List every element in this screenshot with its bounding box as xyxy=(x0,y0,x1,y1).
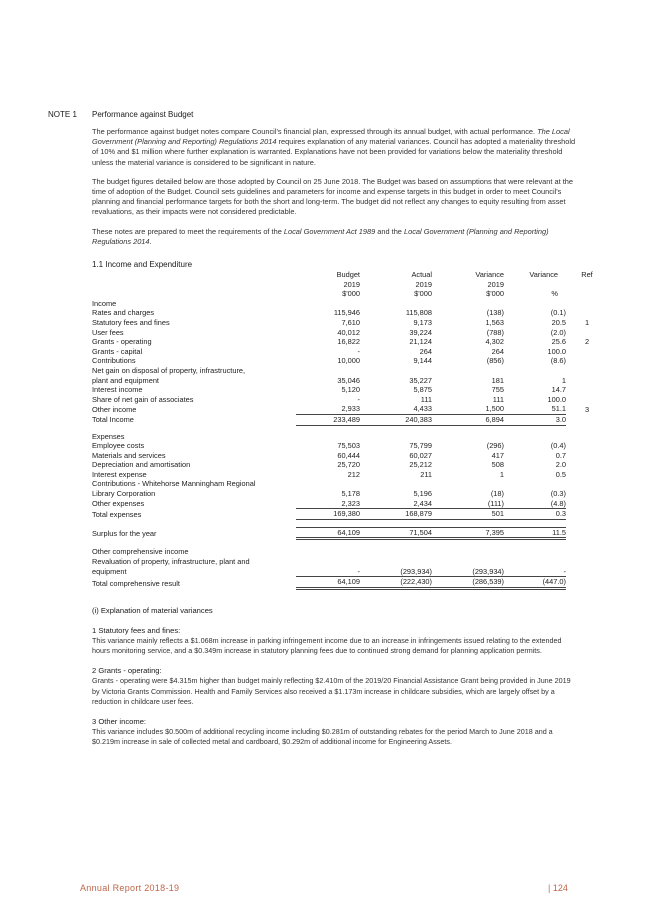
cell-value: 1 xyxy=(499,469,504,479)
section-heading: Other comprehensive income xyxy=(92,547,189,557)
cell-value: 1 xyxy=(561,375,566,385)
cell-value: 35,046 xyxy=(337,375,360,385)
cell-value: 169,380 xyxy=(296,509,360,520)
cell-value xyxy=(566,489,608,499)
cell-value: 100.0 xyxy=(547,346,566,356)
row-label: Contributions xyxy=(92,356,136,366)
cell-value: 39,224 xyxy=(409,327,432,337)
table-row xyxy=(92,366,608,376)
cell-value: 6,894 xyxy=(432,414,504,425)
cell-value: 11.5 xyxy=(504,527,566,539)
explanation-text: Grants - operating were $4.315m higher than budget mainly reflecting $2.410m of the 2019/20 Financial Assistance Grant being provided in June 2019 by Victoria Grants Commission. Health and Family Services also received a $1.173m increase in childcare subsidies, which are largely offset by a reduction in childcare user fees. xyxy=(92,676,571,706)
cell-value: 2,323 xyxy=(341,498,360,508)
cell-value xyxy=(566,376,608,386)
cell-value: 3 xyxy=(584,404,590,414)
table-header-row xyxy=(92,289,608,299)
cell-value: - xyxy=(357,394,360,404)
cell-value xyxy=(566,356,608,366)
footer-report-title: Annual Report 2018-19 xyxy=(80,883,180,893)
table-row xyxy=(92,356,608,366)
cell-value: (293,934) xyxy=(400,566,432,576)
cell-value xyxy=(432,366,504,376)
paragraph-2: The budget figures detailed below are those adopted by Council on 25 June 2018. The Budget was based on assumptions that were relevant at the time of adoption of the Budget. Council sets guidelines and parameters for income and expense targets in this budget in order to meet Council's planning and financial performance targets for both the short and long-term. The budget did not reflect any changes to equity resulting from asset revaluations, as their impacts were not considered predictable. xyxy=(92,176,573,217)
column-header: Budget xyxy=(336,270,360,279)
cell-value xyxy=(566,451,608,461)
cell-value xyxy=(296,557,360,567)
table-header-row xyxy=(92,270,608,280)
cell-value: 111 xyxy=(420,394,432,404)
table-row xyxy=(92,385,608,395)
row-label: User fees xyxy=(92,327,124,337)
cell-value xyxy=(566,470,608,480)
table-row xyxy=(92,441,608,451)
cell-value: 60,027 xyxy=(409,450,432,460)
cell-value: 0.5 xyxy=(555,469,566,479)
cell-value: 21,124 xyxy=(409,337,432,347)
income-expenditure-table xyxy=(92,270,608,590)
cell-value xyxy=(566,395,608,405)
cell-value xyxy=(296,479,360,489)
spacer xyxy=(92,519,608,527)
spacer xyxy=(92,539,608,548)
cell-value: 417 xyxy=(491,450,504,460)
paragraph-3: These notes are prepared to meet the requirements of the Local Government Act 1989 and the Local Government (Planning and Reporting) Regulations 2014. xyxy=(92,226,549,246)
cell-value: 211 xyxy=(420,469,432,479)
cell-value: 5,875 xyxy=(413,385,432,395)
cell-value xyxy=(566,499,608,509)
table-row xyxy=(92,567,608,577)
spacer-row xyxy=(92,519,608,527)
table-row xyxy=(92,328,608,338)
cell-value: 60,444 xyxy=(337,450,360,460)
section-heading-row xyxy=(92,547,608,557)
cell-value: 4,433 xyxy=(413,404,432,414)
explanation-title: 3 Other income: xyxy=(92,717,147,727)
cell-value xyxy=(566,414,608,425)
paragraph-1: The performance against budget notes compare Council's financial plan, expressed through its annual budget, with actual performance. The Local Government (Planning and Reporting) Regulations 2014 requires explanation of any material variances. Council has adopted a materiality threshold of 10% and $1 million where further explanation is warranted. Explanations have not been provided for variations below the materiality threshold unless the material variance is considered to be significant in nature. xyxy=(92,127,576,167)
section-heading: Income xyxy=(92,298,117,308)
table-row xyxy=(92,308,608,318)
row-label: Total comprehensive result xyxy=(92,578,180,588)
row-label: Grants - capital xyxy=(92,346,143,356)
cell-value xyxy=(566,557,608,567)
cell-value: 115,946 xyxy=(333,308,360,318)
row-label: Net gain on disposal of property, infrastructure, xyxy=(92,365,246,375)
cell-value: 2 xyxy=(584,337,590,347)
row-label: Materials and services xyxy=(92,450,166,460)
section-heading-row xyxy=(92,299,608,309)
cell-value: (447.0) xyxy=(504,577,566,589)
note-body xyxy=(92,127,580,256)
explanation-text: This variance mainly reflects a $1.068m increase in parking infringement income due to an increase in infringements issued relating to the extended hours monitoring service, and a $0.349m increase in statutory planning fees due to continued strong demand for planning application permits. xyxy=(92,636,562,656)
cell-value: 1,563 xyxy=(485,317,504,327)
cell-value: (0.4) xyxy=(550,441,566,451)
cell-value: 0.7 xyxy=(555,450,566,460)
column-header: Variance xyxy=(475,270,504,279)
cell-value: (111) xyxy=(487,498,504,508)
table-row xyxy=(92,347,608,357)
cell-value: 1,500 xyxy=(485,404,504,414)
explanation-text: This variance includes $0.500m of additional recycling income including $0.281m of outstanding rebates for the period March to June 2018 and a $0.219m increase in sale of collected metal and cardboard, $0.292m of additional income for Engineering Assets. xyxy=(92,727,553,747)
cell-value: 9,173 xyxy=(413,317,432,327)
row-label: Revaluation of property, infrastructure, plant and xyxy=(92,557,250,567)
cell-value: (788) xyxy=(486,327,504,337)
row-label: Total expenses xyxy=(92,509,142,519)
cell-value: 75,503 xyxy=(337,441,360,451)
column-header: Variance xyxy=(529,270,558,279)
row-label: Other income xyxy=(92,404,137,414)
row-label: Library Corporation xyxy=(92,489,156,499)
table-row xyxy=(92,499,608,509)
explanation-title: 1 Statutory fees and fines: xyxy=(92,626,181,635)
column-header: 2019 xyxy=(343,279,360,289)
table-row xyxy=(92,451,608,461)
row-label: Total Income xyxy=(92,415,134,425)
row-label: Grants - operating xyxy=(92,337,152,347)
table-row xyxy=(92,557,608,567)
cell-value xyxy=(566,460,608,470)
cell-value: 100.0 xyxy=(547,394,566,404)
row-label: Employee costs xyxy=(92,441,145,451)
cell-value: (222,430) xyxy=(360,577,432,589)
explanation-heading: (i) Explanation of material variances xyxy=(92,606,213,615)
cell-value: 233,489 xyxy=(296,414,360,425)
table-row xyxy=(92,404,608,414)
cell-value xyxy=(566,328,608,338)
cell-value xyxy=(566,479,608,489)
cell-value xyxy=(566,441,608,451)
cell-value xyxy=(504,557,566,567)
cell-value: 7,395 xyxy=(432,527,504,539)
cell-value: (18) xyxy=(490,489,504,499)
explanation-section xyxy=(92,606,572,757)
row-label: Statutory fees and fines xyxy=(92,317,170,327)
cell-value xyxy=(360,366,432,376)
column-header: 2019 xyxy=(487,279,504,289)
cell-value: 264 xyxy=(419,346,432,356)
cell-value: 264 xyxy=(491,346,504,356)
cell-value: 3.0 xyxy=(504,414,566,425)
cell-value: - xyxy=(357,346,360,356)
cell-value xyxy=(566,366,608,376)
cell-value xyxy=(504,479,566,489)
column-header: $'000 xyxy=(486,289,504,299)
cell-value: - xyxy=(357,566,360,576)
row-label: Share of net gain of associates xyxy=(92,394,194,404)
cell-value: 10,000 xyxy=(337,356,360,366)
cell-value: - xyxy=(563,566,566,576)
total-comprehensive-row xyxy=(92,577,608,589)
column-header: Ref xyxy=(581,270,593,279)
cell-value: 75,799 xyxy=(409,441,432,451)
cell-value xyxy=(566,347,608,357)
total-expenses-row xyxy=(92,509,608,520)
note-label: NOTE 1 xyxy=(48,110,77,119)
cell-value xyxy=(360,479,432,489)
cell-value: (138) xyxy=(486,308,504,318)
cell-value: 64,109 xyxy=(296,577,360,589)
cell-value: 755 xyxy=(491,385,504,395)
cell-value: 168,879 xyxy=(360,509,432,520)
note-title: Performance against Budget xyxy=(92,110,194,119)
cell-value: (8.6) xyxy=(550,356,566,366)
column-header xyxy=(566,280,608,290)
explanation-title: 2 Grants - operating: xyxy=(92,666,162,676)
cell-value: 25,212 xyxy=(409,460,432,470)
cell-value: 20.5 xyxy=(551,317,566,327)
total-income-row xyxy=(92,414,608,425)
cell-value xyxy=(566,385,608,395)
cell-value: 9,144 xyxy=(413,356,432,366)
cell-value xyxy=(566,527,608,539)
row-label: equipment xyxy=(92,567,127,577)
cell-value xyxy=(566,567,608,577)
cell-value xyxy=(566,577,608,589)
row-label: Interest income xyxy=(92,385,143,395)
table-row xyxy=(92,395,608,405)
cell-value: 51.1 xyxy=(551,404,566,414)
cell-value: 25,720 xyxy=(337,460,360,470)
cell-value: 14.7 xyxy=(551,385,566,395)
column-header: Actual xyxy=(411,270,432,279)
table-row xyxy=(92,318,608,328)
cell-value: 501 xyxy=(432,509,504,520)
column-header xyxy=(504,280,566,290)
table-row xyxy=(92,460,608,470)
row-label: Surplus for the year xyxy=(92,529,157,539)
section-title: 1.1 Income and Expenditure xyxy=(92,260,193,269)
footer-page-number: | 124 xyxy=(548,883,568,893)
cell-value xyxy=(360,557,432,567)
column-header: $'000 xyxy=(342,289,360,299)
cell-value: 5,196 xyxy=(413,489,432,499)
cell-value xyxy=(566,509,608,520)
cell-value: 2,933 xyxy=(341,404,360,414)
table-row xyxy=(92,470,608,480)
cell-value: 115,808 xyxy=(405,308,432,318)
cell-value xyxy=(432,479,504,489)
explanation-item xyxy=(92,626,572,656)
cell-value: 71,504 xyxy=(360,527,432,539)
row-label: Rates and charges xyxy=(92,308,155,318)
cell-value xyxy=(566,308,608,318)
cell-value: 7,610 xyxy=(341,317,360,327)
cell-value: 0.3 xyxy=(504,509,566,520)
cell-value xyxy=(504,366,566,376)
row-label: Interest expense xyxy=(92,469,147,479)
cell-value: 2.0 xyxy=(555,460,566,470)
explanation-item xyxy=(92,717,572,747)
column-header: 2019 xyxy=(415,279,432,289)
cell-value: 4,302 xyxy=(485,337,504,347)
column-header: $'000 xyxy=(414,289,432,299)
cell-value: 111 xyxy=(492,394,504,404)
cell-value: 16,822 xyxy=(337,337,360,347)
surplus-row xyxy=(92,527,608,539)
spacer-row xyxy=(92,539,608,548)
table-row xyxy=(92,479,608,489)
section-heading-row xyxy=(92,432,608,442)
cell-value: 1 xyxy=(584,317,590,327)
cell-value: (0.1) xyxy=(550,308,566,318)
column-header xyxy=(566,289,608,299)
cell-value: 212 xyxy=(347,469,360,479)
cell-value: 5,178 xyxy=(341,489,360,499)
cell-value: (4.8) xyxy=(550,498,566,508)
cell-value xyxy=(432,557,504,567)
cell-value: 508 xyxy=(491,460,504,470)
cell-value: 5,120 xyxy=(341,385,360,395)
cell-value: (286,539) xyxy=(432,577,504,589)
cell-value: 240,383 xyxy=(360,414,432,425)
table-row xyxy=(92,337,608,347)
header-blank xyxy=(92,280,296,290)
header-blank xyxy=(92,289,296,299)
row-label: Depreciation and amortisation xyxy=(92,460,191,470)
cell-value xyxy=(296,366,360,376)
cell-value: 40,012 xyxy=(337,327,360,337)
cell-value: 2,434 xyxy=(413,498,432,508)
explanation-item xyxy=(92,666,572,707)
cell-value: (296) xyxy=(486,441,504,451)
cell-value: 25.6 xyxy=(551,337,566,347)
section-heading: Expenses xyxy=(92,431,125,441)
row-label: plant and equipment xyxy=(92,375,159,385)
column-header: % xyxy=(551,289,558,299)
row-label: Other expenses xyxy=(92,499,145,509)
cell-value: (856) xyxy=(486,356,504,366)
cell-value: 64,109 xyxy=(296,527,360,539)
row-label: Contributions - Whitehorse Manningham Regional xyxy=(92,479,256,489)
cell-value: (293,934) xyxy=(472,566,504,576)
table-header-row xyxy=(92,280,608,290)
cell-value: (0.3) xyxy=(550,489,566,499)
cell-value: 35,227 xyxy=(409,375,432,385)
cell-value: 181 xyxy=(491,375,504,385)
header-blank xyxy=(92,270,296,280)
cell-value: (2.0) xyxy=(550,327,566,337)
table-row xyxy=(92,376,608,386)
table-row xyxy=(92,489,608,499)
